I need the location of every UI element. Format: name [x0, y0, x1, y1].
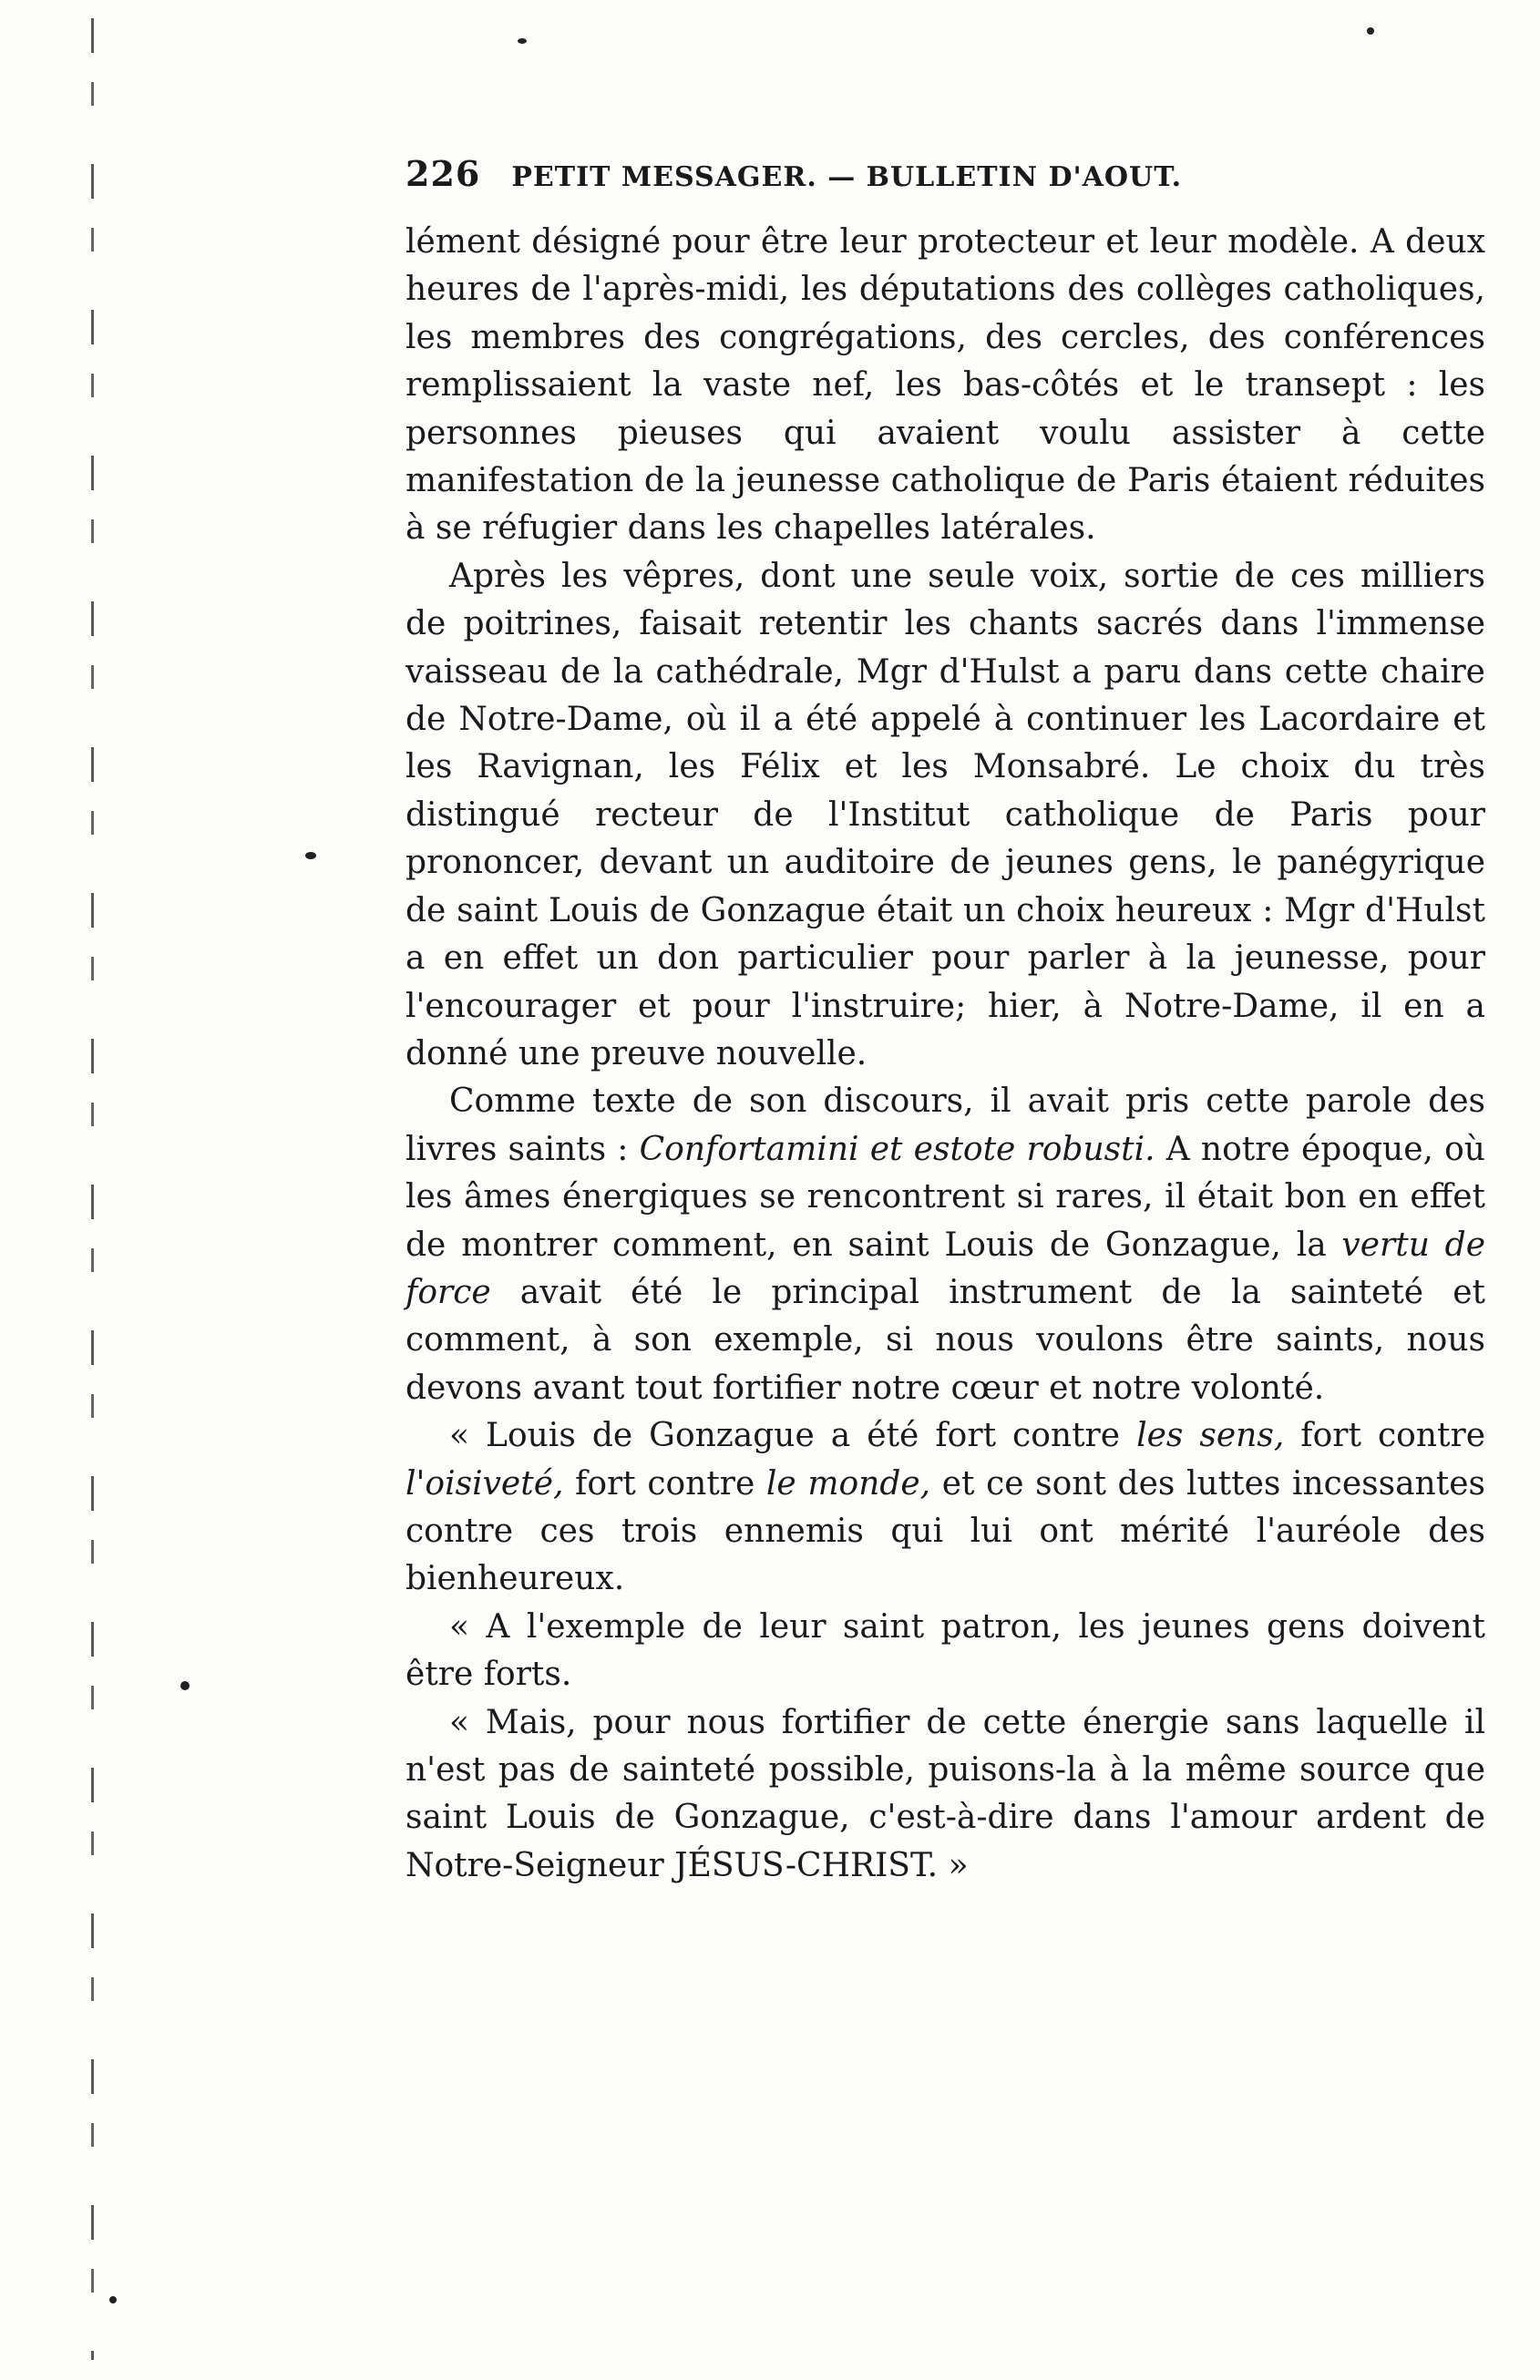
text-run: fort contre — [1284, 1417, 1485, 1455]
body-text — [406, 219, 1485, 1890]
scan-speck — [109, 2296, 117, 2303]
scan-speck — [180, 1681, 190, 1690]
scan-edge-mark — [91, 18, 94, 2360]
text-run: « Louis de Gonzague a été fort contre — [449, 1417, 1137, 1455]
emphasis: les sens, — [1136, 1417, 1285, 1455]
paragraph-continued: lément désigné pour être leur protecteur et leur modèle. A deux heures de l'après-midi, les députations des collèges catholiques, les membres des congrégations, des cercles, des conférences remplissaient la vaste nef, les bas-côtés et le transept : les personnes pieuses qui avaient voulu assister à cette manifestation de la jeunesse catholique de Paris étaient réduites à se réfugier dans les chapelles latérales. — [406, 223, 1485, 548]
text-run: fort contre — [563, 1464, 766, 1503]
paragraph: « Mais, pour nous fortifier de cette énergie sans laquelle il n'est pas de sainteté possible, puisons-la à la même source que saint Louis de Gonzague, c'est-à-dire dans l'amour ardent de Notre-Seigneur JÉSUS-CHRIST. » — [406, 1703, 1485, 1884]
emphasis: vertu de force — [406, 1226, 1485, 1311]
text-run: avait été le principal instrument de la sainteté et comment, à son exemple, si nous voulons être saints, nous devons avant tout fortifier notre cœur et notre volonté. — [406, 1273, 1485, 1407]
running-title: PETIT MESSAGER. — BULLETIN D'AOUT. — [511, 161, 1183, 193]
text-run: A notre époque, où les âmes énergiques se rencontrent si rares, il était bon en effet de montrer comment, en saint Louis de Gonzague, la — [406, 1130, 1485, 1264]
emphasis: l'oisiveté, — [406, 1464, 564, 1503]
scan-speck — [1367, 27, 1374, 35]
paragraph — [406, 1078, 1485, 1412]
emphasis: le monde, — [765, 1464, 931, 1503]
latin-quote: Confortamini et estote robusti. — [639, 1130, 1155, 1168]
paragraph — [406, 1412, 1485, 1604]
page-number: 226 — [406, 153, 481, 194]
text-run: Comme texte de son discours, il avait pris cette parole des livres saints : — [406, 1082, 1485, 1168]
running-header — [406, 153, 1453, 199]
paragraph: Après les vêpres, dont une seule voix, sortie de ces milliers de poitrines, faisait retentir les chants sacrés dans l'immense vaisseau de la cathédrale, Mgr d'Hulst a paru dans cette chaire de Notre-Dame, où il a été appelé à continuer les Lacordaire et les Ravignan, les Félix et les Monsabré. Le choix du très distingué recteur de l'Institut catholique de Paris pour prononcer, devant un auditoire de jeunes gens, le panégyrique de saint Louis de Gonzague était un choix heureux : Mgr d'Hulst a en effet un don particulier pour parler à la jeunesse, pour l'encourager et pour l'instruire; hier, à Notre-Dame, il en a donné une preuve nouvelle. — [406, 557, 1485, 1072]
scan-speck — [518, 38, 527, 44]
text-run: et ce sont des luttes incessantes contre ces trois ennemis qui lui ont mérité l'auréole des bienheureux. — [406, 1464, 1485, 1598]
scan-speck — [305, 852, 316, 859]
paragraph: « A l'exemple de leur saint patron, les jeunes gens doivent être forts. — [406, 1607, 1485, 1694]
